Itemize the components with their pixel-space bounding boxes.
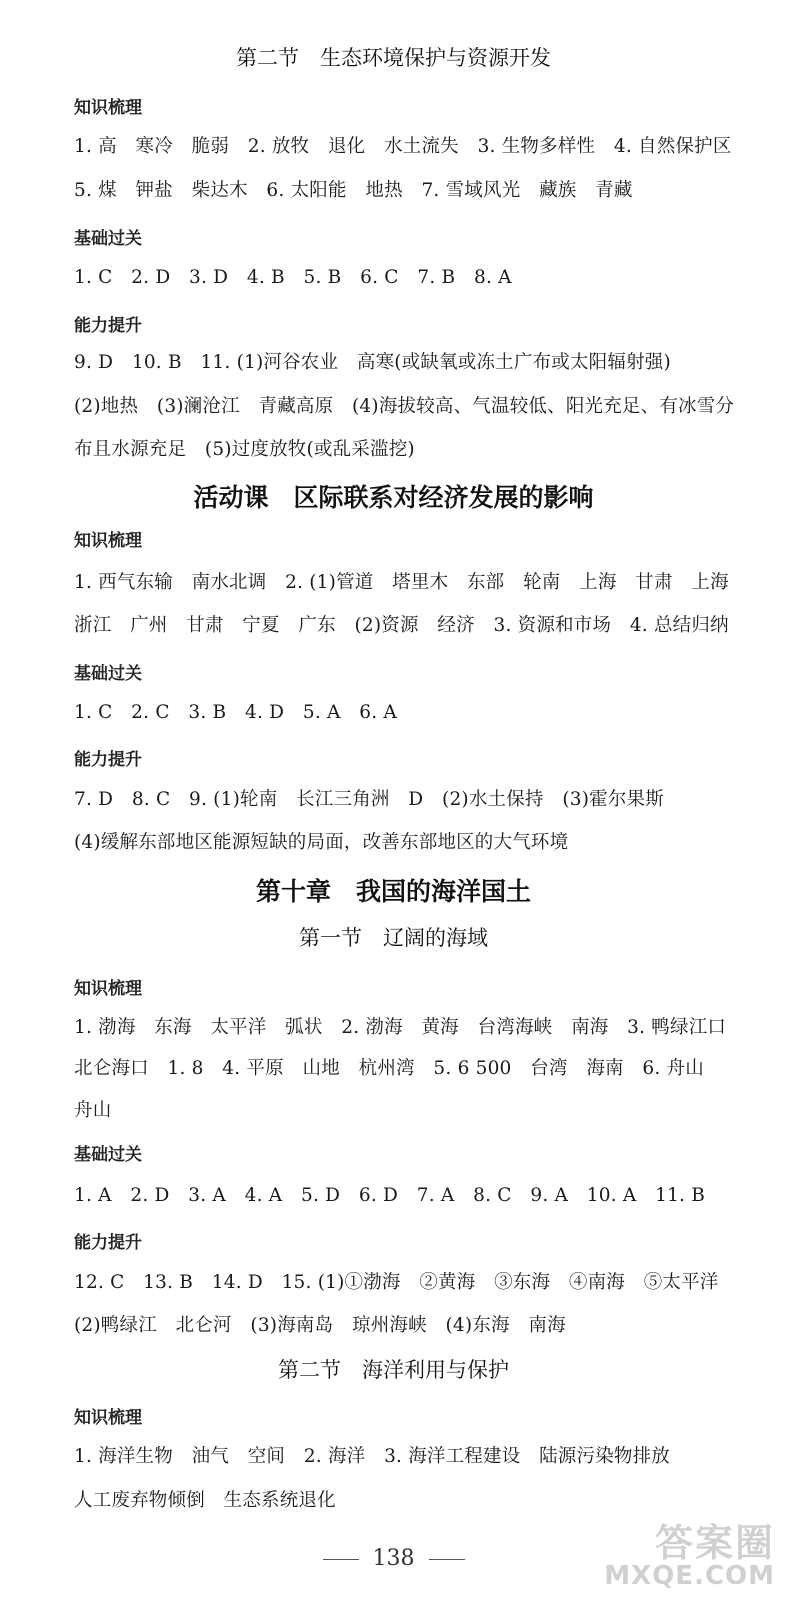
section-title-sea-area: 第一节 辽阔的海域 — [299, 926, 488, 950]
answer-line: 1. 渤海 东海 太平洋 弧状 2. 渤海 黄海 台湾海峡 南海 3. 鸭绿江口 — [74, 1017, 727, 1038]
answer-line: (4)缓解东部地区能源短缺的局面，改善东部地区的大气环境 — [74, 832, 569, 853]
page-number-dash-right — [429, 1559, 465, 1560]
chapter-title: 第十章 我国的海洋国土 — [255, 877, 531, 906]
answer-line: 7. D 8. C 9. (1)轮南 长江三角洲 D (2)水土保持 (3)霍尔果斯 — [74, 789, 664, 810]
answer-line: 布且水源充足 (5)过度放牧(或乱采滥挖) — [74, 439, 415, 460]
answer-line: 舟山 — [74, 1100, 112, 1121]
heading-basic: 基础过关 — [74, 1145, 142, 1165]
heading-ability: 能力提升 — [74, 316, 142, 336]
heading-basic: 基础过关 — [74, 229, 142, 249]
watermark-en: MXQE.COM — [604, 1561, 775, 1591]
section-title-activity: 活动课 区际联系对经济发展的影响 — [193, 483, 594, 512]
watermark-logo — [604, 1512, 775, 1591]
answer-line: 5. 煤 钾盐 柴达木 6. 太阳能 地热 7. 雪域风光 藏族 青藏 — [74, 180, 633, 201]
heading-basic: 基础过关 — [74, 664, 142, 684]
answer-line: 1. 高 寒冷 脆弱 2. 放牧 退化 水土流失 3. 生物多样性 4. 自然保护区 — [74, 136, 732, 157]
answer-line: 1. C 2. D 3. D 4. B 5. B 6. C 7. B 8. A — [74, 267, 512, 288]
answer-line: 1. 西气东输 南水北调 2. (1)管道 塔里木 东部 轮南 上海 甘肃 上海 — [74, 572, 729, 593]
answer-line: 1. 海洋生物 油气 空间 2. 海洋 3. 海洋工程建设 陆源污染物排放 — [74, 1446, 670, 1467]
heading-ability: 能力提升 — [74, 1233, 142, 1253]
heading-knowledge: 知识梳理 — [74, 979, 142, 999]
answer-line: 12. C 13. B 14. D 15. (1)①渤海 ②黄海 ③东海 ④南海 ⑤太平洋 — [74, 1272, 719, 1293]
section-title-ocean-use: 第二节 海洋利用与保护 — [278, 1358, 509, 1382]
heading-knowledge: 知识梳理 — [74, 1408, 142, 1428]
answer-line: 北仑海口 1. 8 4. 平原 山地 杭州湾 5. 6 500 台湾 海南 6. 舟山 — [74, 1058, 704, 1079]
answer-line: 人工废弃物倾倒 生态系统退化 — [74, 1490, 336, 1511]
heading-ability: 能力提升 — [74, 750, 142, 770]
answer-line: 1. C 2. C 3. B 4. D 5. A 6. A — [74, 702, 397, 723]
answer-line: (2)地热 (3)澜沧江 青藏高原 (4)海拔较高、气温较低、阳光充足、有冰雪分 — [74, 396, 735, 417]
heading-knowledge: 知识梳理 — [74, 531, 142, 551]
heading-knowledge: 知识梳理 — [74, 98, 142, 118]
answer-line: (2)鸭绿江 北仑河 (3)海南岛 琼州海峡 (4)东海 南海 — [74, 1315, 566, 1336]
section-title-eco-protection: 第二节 生态环境保护与资源开发 — [236, 46, 551, 70]
watermark-cn: 答案圈 — [654, 1521, 775, 1565]
page-number-dash-left — [323, 1559, 359, 1560]
answer-line: 1. A 2. D 3. A 4. A 5. D 6. D 7. A 8. C 9. A 10. A 11. B — [74, 1185, 705, 1206]
page-number-text: 138 — [372, 1546, 415, 1571]
answer-line: 浙江 广州 甘肃 宁夏 广东 (2)资源 经济 3. 资源和市场 4. 总结归纳 — [74, 615, 729, 636]
answer-line: 9. D 10. B 11. (1)河谷农业 高寒(或缺氧或冻土广布或太阳辐射强) — [74, 352, 671, 373]
